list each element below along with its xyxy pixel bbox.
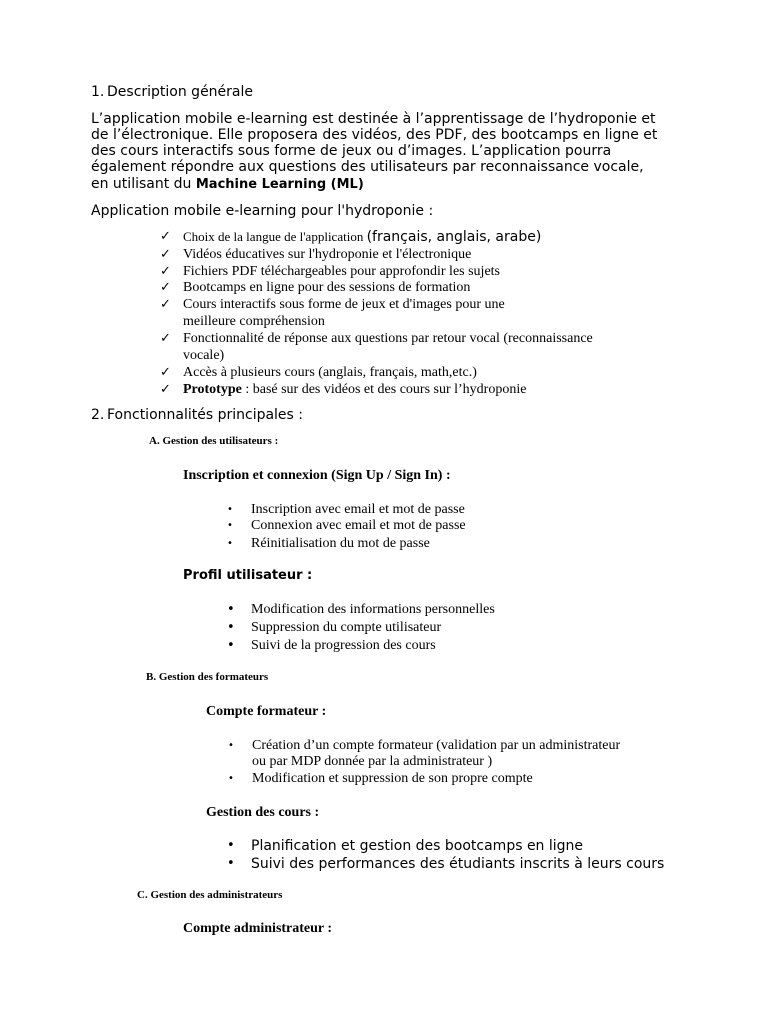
check-text: Cours interactifs sous forme de jeux et d'images pour une (183, 297, 505, 312)
bullet-icon: • (227, 856, 235, 871)
paragraph-prefix: en utilisant du (91, 176, 196, 192)
check-icon: ✓ (160, 365, 171, 380)
signup-heading: Inscription et connexion (Sign Up / Sign In) : (183, 468, 451, 483)
check-text-bold: Prototype (183, 382, 242, 397)
section-1-number: 1. (91, 84, 105, 100)
check-icon: ✓ (160, 264, 171, 279)
check-text-continued: meilleure compréhension (183, 314, 325, 329)
check-icon: ✓ (160, 280, 171, 295)
check-icon: ✓ (160, 331, 171, 346)
bullet-icon: • (228, 740, 234, 751)
bullet-icon: • (227, 504, 233, 515)
check-text: Choix de la langue de l'application (183, 229, 367, 244)
section-2-number: 2. (91, 407, 105, 423)
check-icon: ✓ (160, 229, 171, 244)
check-icon: ✓ (160, 297, 171, 312)
section-1-title: Description générale (107, 84, 254, 100)
check-text: : basé sur des vidéos et des cours sur l’hydroponie (241, 382, 527, 397)
list-item-text: Suivi des performances des étudiants inscrits à leurs cours (251, 856, 665, 872)
paragraph-bold-term: Machine Learning (ML) (195, 177, 364, 192)
bullet-icon: • (227, 638, 235, 653)
list-item-text: Suppression du compte utilisateur (251, 620, 442, 635)
check-text: Fichiers PDF téléchargeables pour approfondir les sujets (183, 264, 501, 279)
list-item-text: Planification et gestion des bootcamps en ligne (251, 838, 584, 854)
bullet-icon: • (228, 773, 234, 784)
list-item-text: Création d’un compte formateur (validation par un administrateur (252, 738, 621, 753)
list-item-text: Modification et suppression de son propre compte (252, 771, 533, 786)
check-text-continued: vocale) (183, 348, 225, 363)
admin-account-heading: Compte administrateur : (183, 921, 333, 936)
list-item-text: Connexion avec email et mot de passe (251, 518, 466, 533)
profile-heading: Profil utilisateur : (183, 568, 313, 583)
trainer-account-heading: Compte formateur : (206, 704, 327, 719)
list-item-text: Inscription avec email et mot de passe (251, 502, 465, 517)
paragraph-line: L’application mobile e-learning est destinée à l’apprentissage de l’hydroponie et (91, 111, 656, 127)
bullet-icon: • (227, 520, 233, 531)
paragraph-line: des cours interactifs sous forme de jeux ou d’images. L’application pourra (91, 143, 612, 159)
list-item-text-continued: ou par MDP donnée par la administrateur ) (252, 754, 493, 769)
paragraph-line: également répondre aux questions des utilisateurs par reconnaissance vocale, (91, 159, 644, 175)
check-text-languages: (français, anglais, arabe) (366, 229, 542, 245)
paragraph-last-line (91, 176, 364, 193)
check-icon: ✓ (160, 382, 171, 397)
list-item-text: Suivi de la progression des cours (251, 638, 436, 653)
subsection-a-heading: A. Gestion des utilisateurs : (149, 435, 279, 447)
check-text: Vidéos éducatives sur l'hydroponie et l'électronique (183, 247, 472, 262)
bullet-icon: • (227, 602, 235, 617)
check-icon: ✓ (160, 247, 171, 262)
bullet-icon: • (227, 620, 235, 635)
subheading-hydroponie: Application mobile e-learning pour l'hydroponie : (91, 203, 434, 219)
subsection-b-heading: B. Gestion des formateurs (146, 671, 269, 683)
bullet-icon: • (227, 838, 235, 853)
list-item-text: Modification des informations personnelles (251, 602, 495, 617)
list-item-text: Réinitialisation du mot de passe (251, 536, 430, 551)
courses-heading: Gestion des cours : (206, 805, 320, 820)
section-2-title: Fonctionnalités principales : (107, 407, 304, 423)
check-text: Fonctionnalité de réponse aux questions par retour vocal (reconnaissance (183, 331, 593, 346)
subsection-c-heading: C. Gestion des administrateurs (137, 889, 283, 901)
check-text: Bootcamps en ligne pour des sessions de formation (183, 280, 471, 295)
bullet-icon: • (227, 538, 233, 549)
check-text: Accès à plusieurs cours (anglais, français, math,etc.) (183, 365, 477, 380)
paragraph-line: de l’électronique. Elle proposera des vidéos, des PDF, des bootcamps en ligne et (91, 127, 658, 143)
